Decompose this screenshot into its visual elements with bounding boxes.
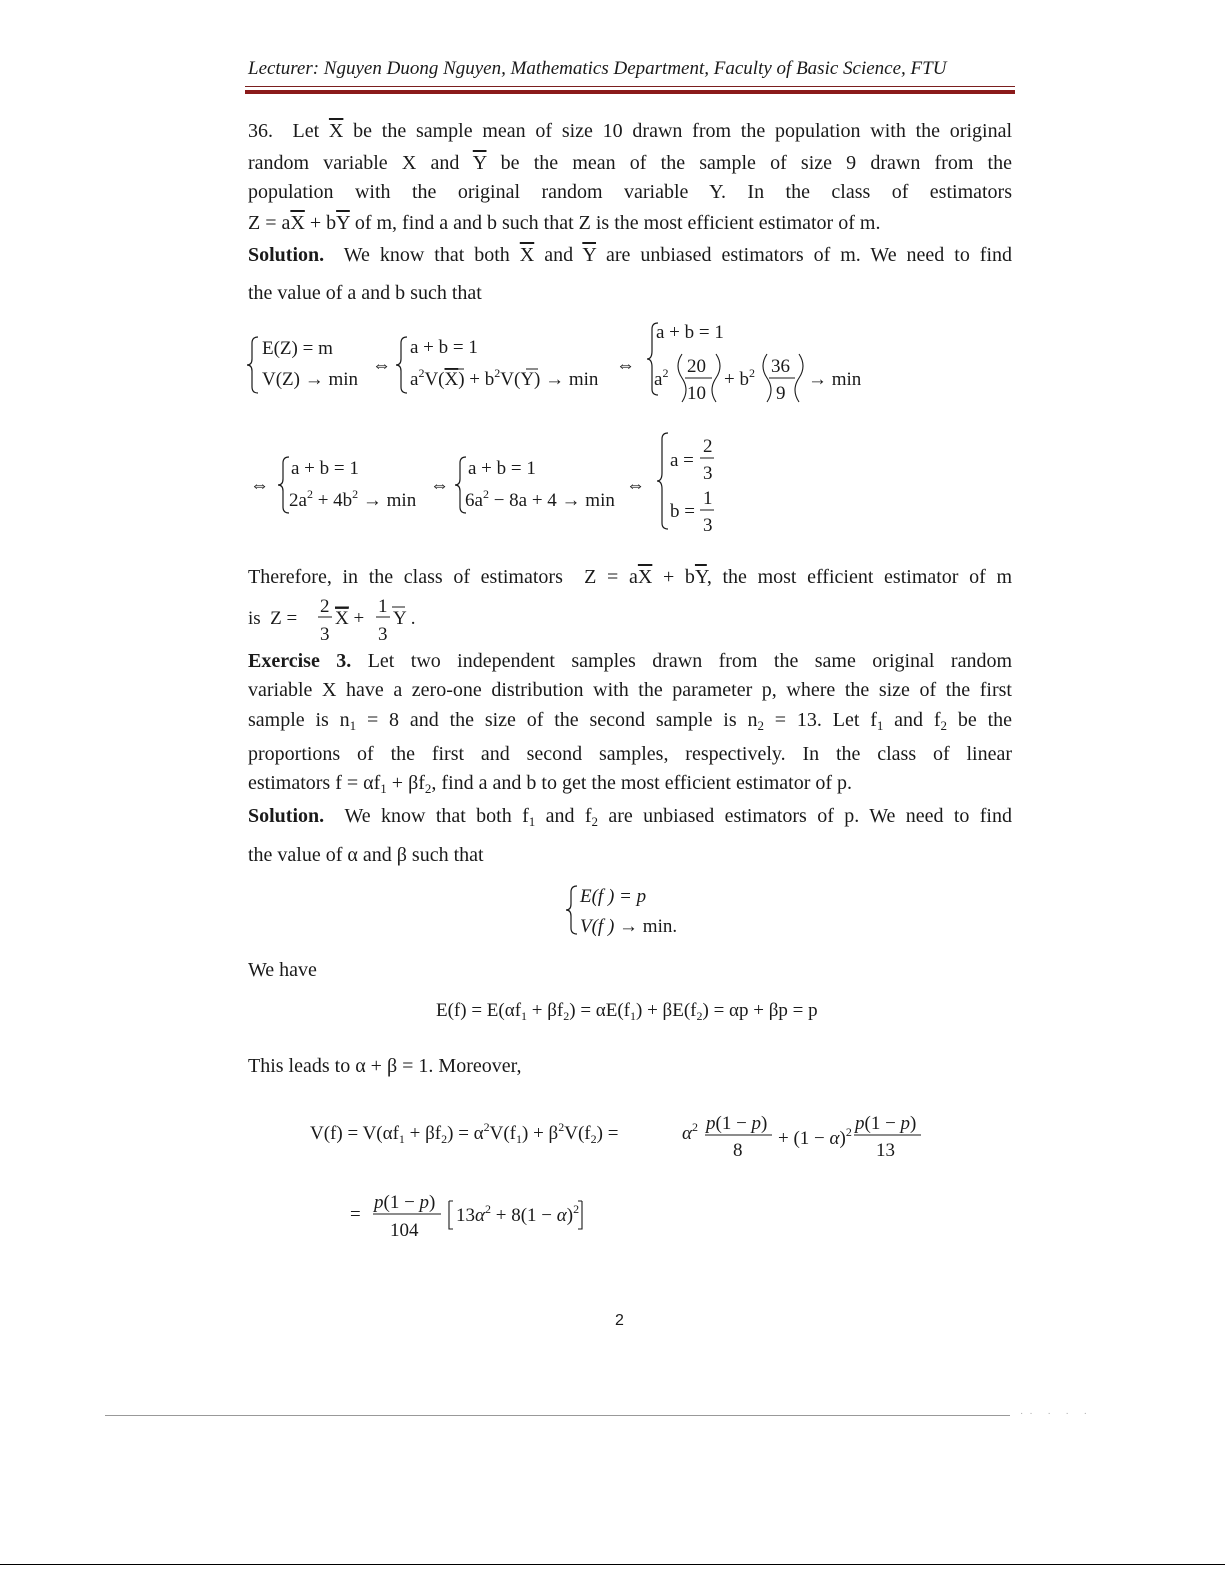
- svg-text:a + b = 1: a + b = 1: [291, 458, 359, 479]
- system-7: [566, 886, 677, 937]
- svg-text:b =: b =: [670, 501, 695, 522]
- svg-text:→ min: → min: [808, 369, 862, 390]
- exercise-3-line-4: proportions of the first and second samples, respectively. In the class of linear: [248, 743, 1012, 765]
- svg-text:+ (1 − α)2: + $(1 - \alpha)^2$: [778, 1125, 852, 1149]
- svg-text:10: 10: [687, 383, 706, 404]
- svg-text:13α2 + 8(1 − α)2: $13\alpha^2 + 8(1 - \alpha)^2$: [456, 1202, 580, 1226]
- svg-text:V(f ) → min.: V(f ) → min.: [580, 916, 678, 937]
- svg-text:α2: $\alpha^2$: [682, 1120, 698, 1144]
- svg-text:1: 1: [378, 596, 388, 617]
- svg-text:3: 3: [703, 515, 713, 536]
- svg-text:p(1 − p): p(1 − p): [855, 1113, 917, 1134]
- equiv-1: ⇔: [372, 355, 391, 376]
- vf-equation: [310, 1113, 921, 1161]
- svg-text:p(1 − p): p(1 − p): [706, 1113, 768, 1134]
- svg-text:+ b2: + $b^2$: [724, 366, 755, 390]
- solution-1-line-2: the value of a and b such that: [248, 282, 482, 304]
- exercise-3-line-2: variable X have a zero-one distribution with the parameter p, where the size of the first: [248, 679, 1012, 701]
- svg-text:is Z =: is Z =: [248, 608, 298, 629]
- svg-text:2: 2: [320, 596, 330, 617]
- svg-text:V(f) = V(αf1 + βf2) = α2V(f1): $V(f) = V(\alpha f_1 + \beta f_2) = \alpha^2V(f_1) + \beta^2V(f_2)$ =: [310, 1120, 619, 1146]
- footer-dots: ·· · · ·: [1020, 1408, 1093, 1419]
- problem-36-line-3: population with the original random variable Y. In the class of estimators: [248, 181, 1012, 203]
- svg-text:2a2 + 4b2 → min: $2a^2 + 4b^2 \to \min$: [289, 487, 417, 511]
- svg-text:20: 20: [687, 356, 706, 377]
- svg-text:6a2 − 8a + 4 → min: $6a^2 - 8a + 4 \to \min$: [465, 487, 615, 511]
- svg-text:2: 2: [703, 436, 713, 457]
- ef-equation: $E(f) = E(\alpha f_1 + \beta f_2) = \alpha E(f_1) + \beta E(f_2) = \alpha p + \beta p = p$: [436, 1000, 818, 1023]
- svg-text:Y .: Y .: [393, 608, 416, 629]
- solution-1-line-1: Solution. We know that both $\overline{X}$ and $\overline{Y}$ are unbiased estimators of m. We need to find: [248, 244, 1013, 266]
- exercise-3-label: Exercise 3.: [248, 650, 352, 672]
- svg-text:E(f ) = p: E(f ) = p: [580, 886, 647, 907]
- svg-text:V(Z) → min: V(Z) → min: [262, 369, 359, 390]
- svg-text:a + b = 1: a + b = 1: [656, 322, 724, 343]
- equiv-3: ⇔: [250, 475, 269, 496]
- svg-text:3: 3: [320, 624, 330, 645]
- system-6: [657, 433, 714, 536]
- svg-text:p(1 − p): p(1 − p): [374, 1192, 436, 1213]
- svg-text:9: 9: [776, 383, 786, 404]
- svg-text:1: 1: [703, 488, 713, 509]
- system-2: [396, 337, 599, 393]
- conclusion-fractions: [248, 596, 416, 645]
- footer-rule: [105, 1415, 1010, 1416]
- svg-text:X +: X +: [335, 608, 365, 629]
- svg-text:36: 36: [771, 356, 790, 377]
- svg-text:13: 13: [876, 1140, 895, 1161]
- problem-36-line-2: random variable X and $\overline{Y}$ be the mean of the sample of size 9 drawn from the: [248, 152, 1012, 174]
- solution-2-line-1: Solution. We know that both $f_1$ and $f_2$ are unbiased estimators of p. We need to find: [248, 805, 1012, 829]
- svg-text:8: 8: [733, 1140, 743, 1161]
- conclusion-1-line-1: Therefore, in the class of estimators $Z = a\overline{X} + b\overline{Y}$, the most efficient estimator of m: [248, 566, 1013, 588]
- svg-text:=: =: [350, 1204, 361, 1225]
- svg-text:E(Z) = m: E(Z) = m: [262, 338, 333, 359]
- system-4: [278, 457, 417, 513]
- we-have-text: We have: [248, 959, 317, 981]
- page-header: Lecturer: Nguyen Duong Nguyen, Mathematics Department, Faculty of Basic Science, FTU: [248, 58, 947, 79]
- problem-36-line-4: $Z = a\overline{X} + b\overline{Y}$ of m, find a and b such that Z is the most efficient estimator of m.: [248, 212, 881, 234]
- solution-2-line-2: the value of α and β such that: [248, 844, 484, 866]
- svg-text:a2: $a^2$: [654, 366, 669, 390]
- exercise-3-line-1: Exercise 3. Let two independent samples drawn from the same original random: [248, 650, 1013, 672]
- exercise-3-line-3: sample is $n_1 = 8$ and the size of the second sample is $n_2 = 13$. Let $f_1$ and $f_2$ be the: [248, 709, 1012, 733]
- svg-text:a + b = 1: a + b = 1: [410, 337, 478, 358]
- svg-text:104: 104: [390, 1220, 419, 1241]
- svg-text:3: 3: [703, 463, 713, 484]
- exercise-3-line-5: estimators $f = \alpha f_1 + \beta f_2$, find a and b to get the most efficient estimator of p.: [248, 772, 853, 796]
- svg-text:a =: a =: [670, 450, 694, 471]
- page-bottom-edge: [0, 1564, 1225, 1565]
- system-1: [247, 337, 359, 393]
- svg-text:a + b = 1: a + b = 1: [468, 458, 536, 479]
- equiv-5: ⇔: [626, 475, 645, 496]
- leads-to-text: This leads to α + β = 1. Moreover,: [248, 1055, 522, 1077]
- system-3: [647, 322, 862, 404]
- problem-36-line-1: 36. Let $\overline{X}$ be the sample mean of size 10 drawn from the population with the original: [248, 120, 1012, 142]
- page-number: 2: [615, 1312, 624, 1329]
- equiv-2: ⇔: [616, 355, 635, 376]
- equiv-4: ⇔: [430, 475, 449, 496]
- svg-text:3: 3: [378, 624, 388, 645]
- system-5: [455, 457, 615, 513]
- vf-simplified: [350, 1192, 582, 1241]
- svg-text:a2V(X) + b2V(Y) → min: $a^2V(X) + b^2V(Y) \to \min$: [410, 366, 599, 390]
